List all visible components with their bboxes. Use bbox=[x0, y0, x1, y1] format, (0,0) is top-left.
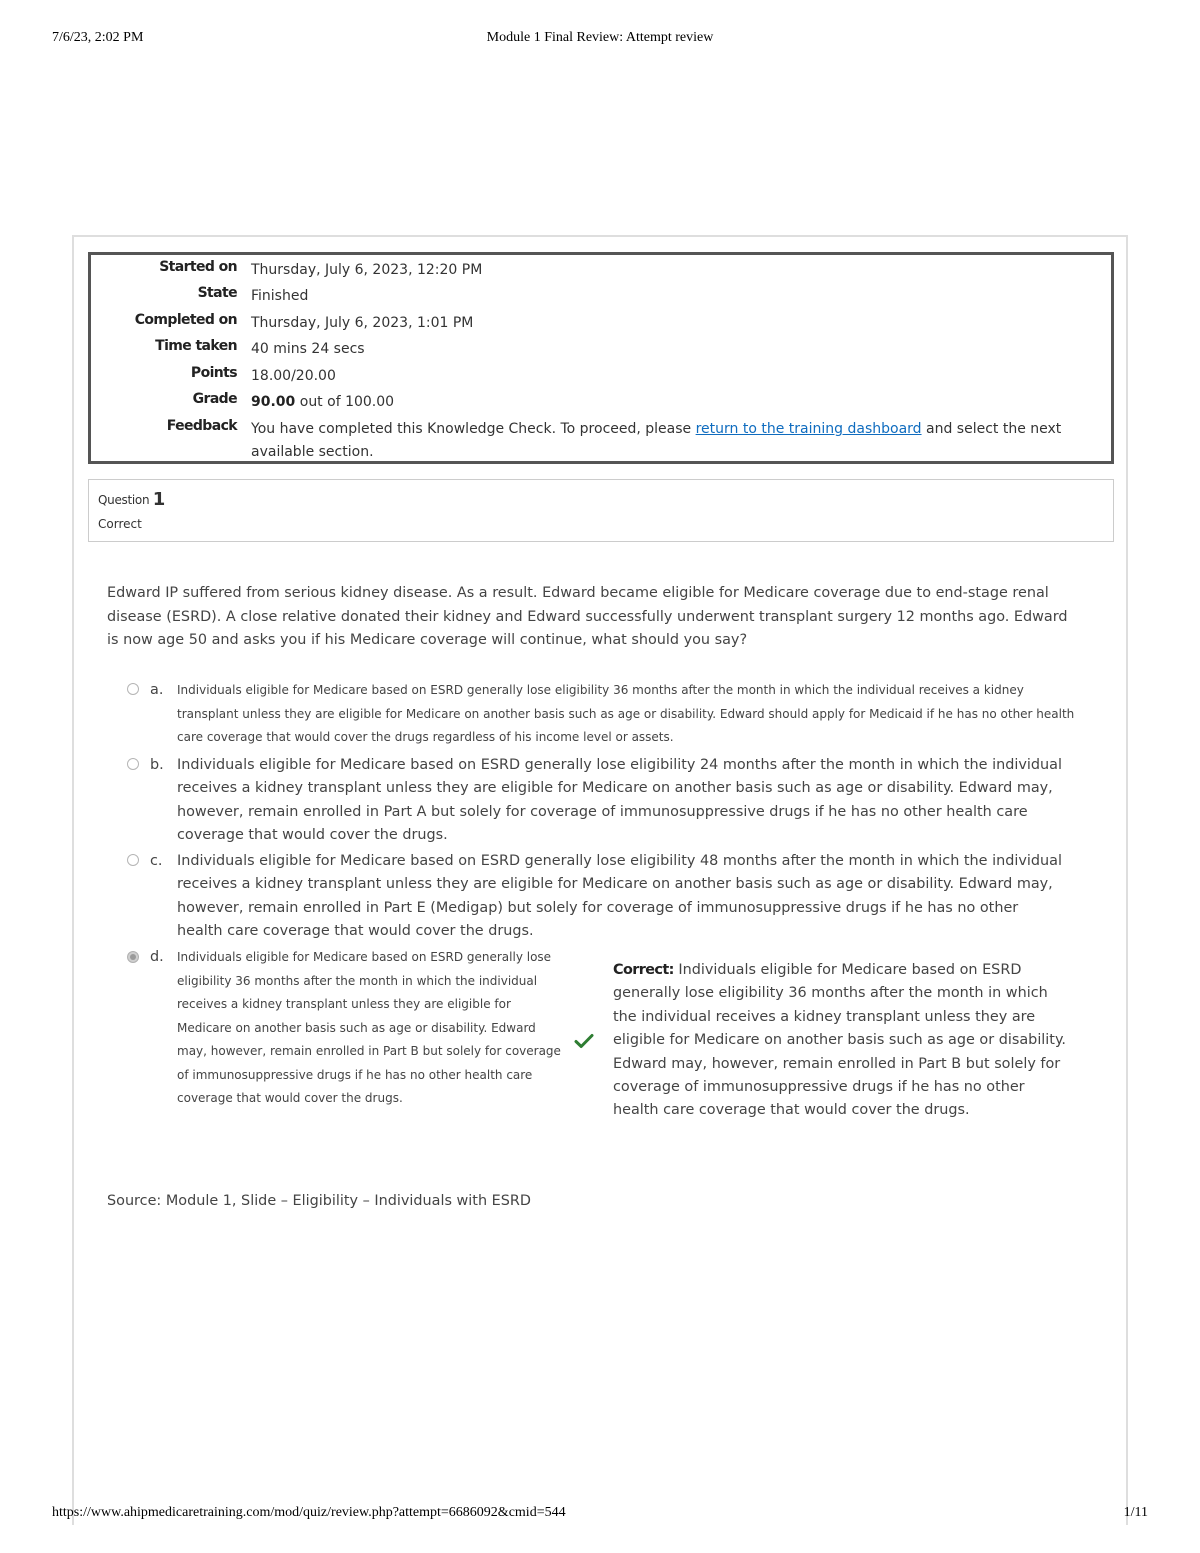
answer-option-d[interactable] bbox=[125, 946, 565, 1136]
feedback-text-after: and select the next available section. bbox=[251, 421, 1062, 460]
question-number-value: 1 bbox=[152, 489, 166, 510]
grade-suffix: out of 100.00 bbox=[295, 394, 395, 410]
print-page-title: Module 1 Final Review: Attempt review bbox=[486, 30, 714, 45]
option-text: Individuals eligible for Medicare based on ESRD generally lose eligibility 36 months after the month in which the individual receives a kidney transplant unless they are eligible for Medicare on another basis such as age or disability. Edward may, however, remain enrolled in Part B but solely for coverage of immunosuppressive drugs if he has no other health care coverage that would cover the drugs. bbox=[177, 950, 561, 1105]
print-header bbox=[52, 30, 1148, 50]
option-text: Individuals eligible for Medicare based on ESRD generally lose eligibility 36 months after the month in which the individual receives a kidney transplant unless they are eligible for Medicare on another basis such as age or disability. Edward should apply for Medicaid if he has no other health care coverage that would cover the drugs regardless of his income level or assets. bbox=[177, 683, 1075, 744]
summary-label: Time taken bbox=[155, 338, 237, 354]
option-text: Individuals eligible for Medicare based on ESRD generally lose eligibility 48 months after the month in which the individual receives a kidney transplant unless they are eligible for Medicare on another basis such as age or disability. Edward may, however, remain enrolled in Part E (Medigap) but solely for coverage of immunosuppressive drugs if he has no other health care coverage that would cover the drugs. bbox=[177, 853, 1062, 940]
print-url: https://www.ahipmedicaretraining.com/mod/quiz/review.php?attempt=6686092&cmid=544 bbox=[52, 1505, 566, 1520]
option-letter: c. bbox=[150, 853, 163, 869]
check-icon bbox=[574, 1032, 594, 1050]
summary-value: 18.00/20.00 bbox=[251, 368, 336, 384]
print-footer bbox=[52, 1505, 1148, 1525]
source-note: Source: Module 1, Slide – Eligibility – Individuals with ESRD bbox=[107, 1193, 531, 1209]
option-letter: b. bbox=[150, 757, 164, 773]
option-letter: d. bbox=[150, 949, 164, 965]
summary-label: State bbox=[197, 285, 237, 301]
attempt-summary-table bbox=[88, 252, 1114, 464]
feedback-label: Correct: bbox=[613, 962, 674, 978]
summary-value: 40 mins 24 secs bbox=[251, 341, 365, 357]
summary-value: Thursday, July 6, 2023, 12:20 PM bbox=[251, 262, 483, 278]
radio-button[interactable] bbox=[127, 683, 139, 695]
grade-score: 90.00 bbox=[251, 394, 296, 410]
summary-value bbox=[251, 418, 1083, 464]
summary-value: Thursday, July 6, 2023, 1:01 PM bbox=[251, 315, 474, 331]
answer-option-b[interactable] bbox=[125, 754, 1075, 848]
answer-option-a[interactable] bbox=[125, 679, 1085, 751]
summary-label: Feedback bbox=[166, 418, 237, 434]
feedback-body: Individuals eligible for Medicare based on ESRD generally lose eligibility 36 months after the month in which the individual receives a kidney transplant unless they are eligible for Medicare on another basis such as age or disability. Edward may, however, remain enrolled in Part B but solely for coverage of immunosuppressive drugs if he has no other health care coverage that would cover the drugs. bbox=[613, 962, 1066, 1119]
question-info-box bbox=[88, 479, 1114, 542]
summary-value bbox=[251, 391, 1083, 414]
radio-button-selected[interactable] bbox=[127, 951, 139, 963]
print-page-number: 1/11 bbox=[1123, 1505, 1148, 1520]
summary-label: Completed on bbox=[134, 312, 237, 328]
summary-label: Started on bbox=[159, 259, 237, 275]
training-dashboard-link[interactable]: return to the training dashboard bbox=[695, 421, 922, 437]
feedback-text-before: You have completed this Knowledge Check. To proceed, please bbox=[251, 421, 696, 437]
specific-feedback bbox=[613, 959, 1073, 1123]
answer-option-c[interactable] bbox=[125, 850, 1075, 944]
radio-button[interactable] bbox=[127, 758, 139, 770]
radio-button[interactable] bbox=[127, 854, 139, 866]
option-text: Individuals eligible for Medicare based on ESRD generally lose eligibility 24 months after the month in which the individual receives a kidney transplant unless they are eligible for Medicare on another basis such as age or disability. Edward may, however, remain enrolled in Part A but solely for coverage of immunosuppressive drugs if he has no other health care coverage that would cover the drugs. bbox=[177, 757, 1062, 844]
option-letter: a. bbox=[150, 682, 164, 698]
summary-label: Grade bbox=[192, 391, 237, 407]
question-state: Correct bbox=[98, 517, 142, 531]
question-number bbox=[98, 489, 165, 510]
question-label: Question bbox=[98, 493, 150, 507]
summary-label: Points bbox=[190, 365, 237, 381]
print-datetime: 7/6/23, 2:02 PM bbox=[52, 30, 144, 45]
question-text: Edward IP suffered from serious kidney disease. As a result. Edward became eligible for Medicare coverage due to end-stage renal disease (ESRD). A close relative donated their kidney and Edward successfully underwent transplant surgery 12 months ago. Edward is now age 50 and asks you if his Medicare coverage will continue, what should you say? bbox=[107, 585, 1068, 648]
summary-value: Finished bbox=[251, 288, 309, 304]
